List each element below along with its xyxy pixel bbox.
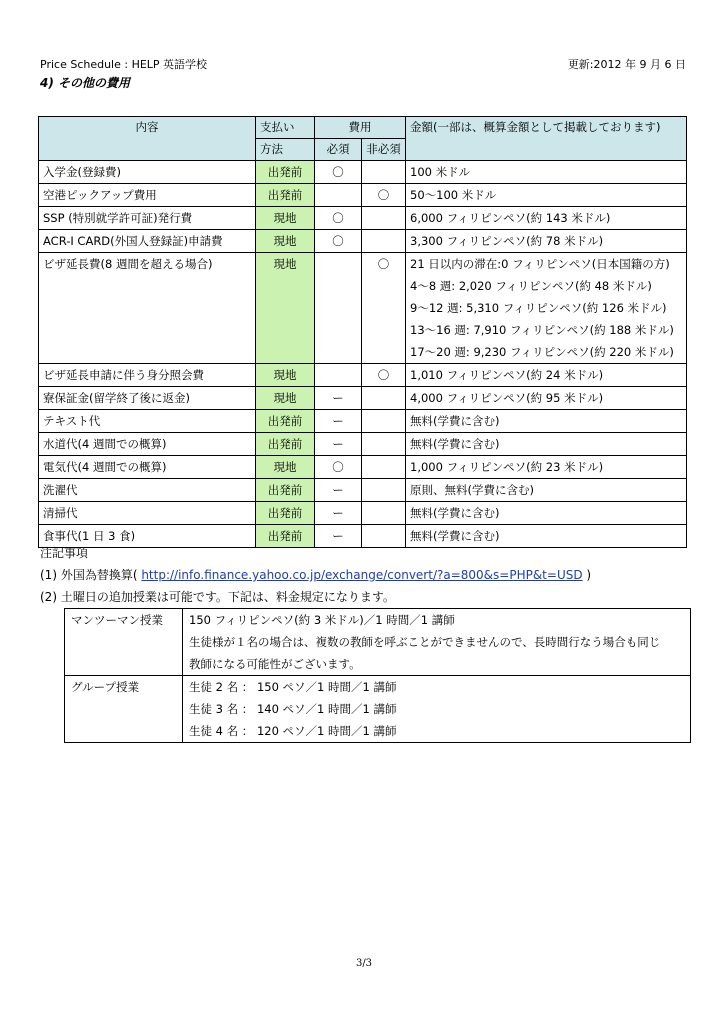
row-required: ー (315, 502, 362, 525)
row-content: 水道代(4 週間での概算) (39, 433, 256, 456)
row-required: 〇 (315, 207, 362, 230)
row-amount: 50～100 米ドル (406, 184, 687, 207)
note-1-suffix: ) (586, 568, 592, 582)
row-amount: 21 日以内の滞在:0 フィリピンペソ(日本国籍の方) (406, 253, 687, 276)
mantoman-line: 150 フィリピンペソ(約 3 米ドル)／1 時間／1 講師 (189, 613, 455, 627)
visa-extra-amount: 4～8 週: 2,020 フィリピンペソ(約 48 米ドル) (406, 275, 687, 297)
page-number: 3/3 (355, 958, 373, 969)
note-2: (2) 土曜日の追加授業は可能です。下記は、料金規定になります。 (40, 590, 395, 604)
row-optional: 〇 (362, 184, 406, 207)
row-pay: 出発前 (256, 161, 315, 184)
row-pay: 現地 (256, 230, 315, 253)
class-price-cell (183, 676, 691, 743)
visa-extra-amount: 9～12 週: 5,310 フィリピンペソ(約 126 米ドル) (406, 297, 687, 319)
table-row (65, 609, 691, 676)
row-amount: 6,000 フィリピンペソ(約 143 米ドル) (406, 207, 687, 230)
table-row (39, 502, 687, 525)
header-pay-1: 支払い (256, 117, 315, 139)
table-row (39, 479, 687, 502)
saturday-class-table (64, 608, 691, 743)
row-required: 〇 (315, 230, 362, 253)
group-line: 生徒 4 名 ： 120 ペソ／1 時間／1 講師 (189, 724, 397, 738)
row-required: ー (315, 479, 362, 502)
row-pay: 出発前 (256, 184, 315, 207)
note-1-prefix: (1) 外国為替換算( (40, 568, 138, 582)
group-line: 生徒 3 名 ： 140 ペソ／1 時間／1 講師 (189, 702, 397, 716)
visa-extra-amount: 17～20 週: 9,230 フィリピンペソ(約 220 米ドル) (406, 341, 687, 364)
row-required: ー (315, 433, 362, 456)
header-amount: 金額(一部は、概算金額として掲載しております) (406, 117, 687, 161)
group-label: グループ授業 (71, 680, 140, 694)
exchange-rate-link[interactable]: http://info.finance.yahoo.co.jp/exchange/convert/?a=800&s=PHP&t=USD (141, 568, 583, 582)
row-content: 空港ピックアップ費用 (39, 184, 256, 207)
row-pay: 現地 (256, 456, 315, 479)
row-amount: 無料(学費に含む) (406, 525, 687, 548)
table-row (39, 161, 687, 184)
group-line: 生徒 2 名 ： 150 ペソ／1 時間／1 講師 (189, 680, 397, 694)
class-type-label (65, 609, 183, 676)
row-amount: 3,300 フィリピンペソ(約 78 米ドル) (406, 230, 687, 253)
table-row (39, 456, 687, 479)
header-fee: 費用 (315, 117, 406, 139)
row-pay: 現地 (256, 207, 315, 230)
mantoman-label: マンツーマン授業 (71, 613, 163, 627)
row-optional (362, 479, 406, 502)
row-amount: 1,010 フィリピンペソ(約 24 米ドル) (406, 364, 687, 387)
row-required (315, 364, 362, 387)
note-1 (40, 564, 690, 586)
row-pay: 現地 (256, 387, 315, 410)
row-required: 〇 (315, 456, 362, 479)
header-required: 必須 (315, 139, 362, 161)
row-pay: 出発前 (256, 433, 315, 456)
row-pay: 出発前 (256, 479, 315, 502)
mantoman-line: 生徒様が１名の場合は、複数の教師を呼ぶことができませんので、長時間行なう場合も同じ (189, 635, 661, 649)
class-type-label (65, 676, 183, 743)
table-row (39, 364, 687, 387)
row-content: ACR-I CARD(外国人登録証)申請費 (39, 230, 256, 253)
table-row (39, 230, 687, 253)
mantoman-line: 教師になる可能性がございます。 (189, 657, 361, 671)
row-content: SSP (特別就学許可証)発行費 (39, 207, 256, 230)
row-content: 洗濯代 (39, 479, 256, 502)
row-required: 〇 (315, 161, 362, 184)
row-optional (362, 502, 406, 525)
section-title: 4) その他の費用 (40, 76, 131, 90)
notes-section (40, 542, 690, 608)
row-optional (362, 230, 406, 253)
table-row (39, 433, 687, 456)
row-content: 清掃代 (39, 502, 256, 525)
row-content: 入学金(登録費) (39, 161, 256, 184)
notes-title: 注記事項 (40, 546, 89, 560)
table-row (39, 387, 687, 410)
fee-table (38, 116, 687, 548)
row-amount: 無料(学費に含む) (406, 433, 687, 456)
row-optional: 〇 (362, 253, 406, 364)
row-pay: 出発前 (256, 502, 315, 525)
row-pay: 現地 (256, 364, 315, 387)
fee-table-header-row-1 (39, 117, 687, 139)
header-title: Price Schedule : HELP 英語学校 (40, 58, 208, 71)
row-content: 寮保証金(留学終了後に返金) (39, 387, 256, 410)
row-pay: 現地 (256, 253, 315, 364)
row-content: 電気代(4 週間での概算) (39, 456, 256, 479)
row-content: テキスト代 (39, 410, 256, 433)
row-required (315, 184, 362, 207)
row-content: ビザ延長申請に伴う身分照会費 (39, 364, 256, 387)
row-amount: 無料(学費に含む) (406, 410, 687, 433)
table-row-visa-extension (39, 253, 687, 276)
table-row (39, 207, 687, 230)
row-pay: 出発前 (256, 525, 315, 548)
row-amount: 1,000 フィリピンペソ(約 23 米ドル) (406, 456, 687, 479)
row-optional: 〇 (362, 364, 406, 387)
row-content: 食事代(1 日 3 食) (39, 525, 256, 548)
row-amount: 原則、無料(学費に含む) (406, 479, 687, 502)
row-optional (362, 410, 406, 433)
header-content: 内容 (39, 117, 256, 161)
row-optional (362, 207, 406, 230)
row-amount: 4,000 フィリピンペソ(約 95 米ドル) (406, 387, 687, 410)
visa-extra-amount: 13～16 週: 7,910 フィリピンペソ(約 188 米ドル) (406, 319, 687, 341)
class-price-cell (183, 609, 691, 676)
row-content: ビザ延長費(8 週間を超える場合) (39, 253, 256, 364)
row-optional (362, 456, 406, 479)
row-optional (362, 387, 406, 410)
header-updated-date: 更新:2012 年 9 月 6 日 (567, 58, 686, 71)
row-amount: 100 米ドル (406, 161, 687, 184)
row-optional (362, 161, 406, 184)
header-optional: 非必須 (362, 139, 406, 161)
row-amount: 無料(学費に含む) (406, 502, 687, 525)
row-optional (362, 433, 406, 456)
row-required: ー (315, 387, 362, 410)
header-pay-2: 方法 (256, 139, 315, 161)
row-required: ー (315, 410, 362, 433)
row-required: ー (315, 525, 362, 548)
table-row (65, 676, 691, 743)
table-row (39, 410, 687, 433)
table-row (39, 184, 687, 207)
page-header (40, 56, 686, 72)
row-required (315, 253, 362, 364)
row-pay: 出発前 (256, 410, 315, 433)
